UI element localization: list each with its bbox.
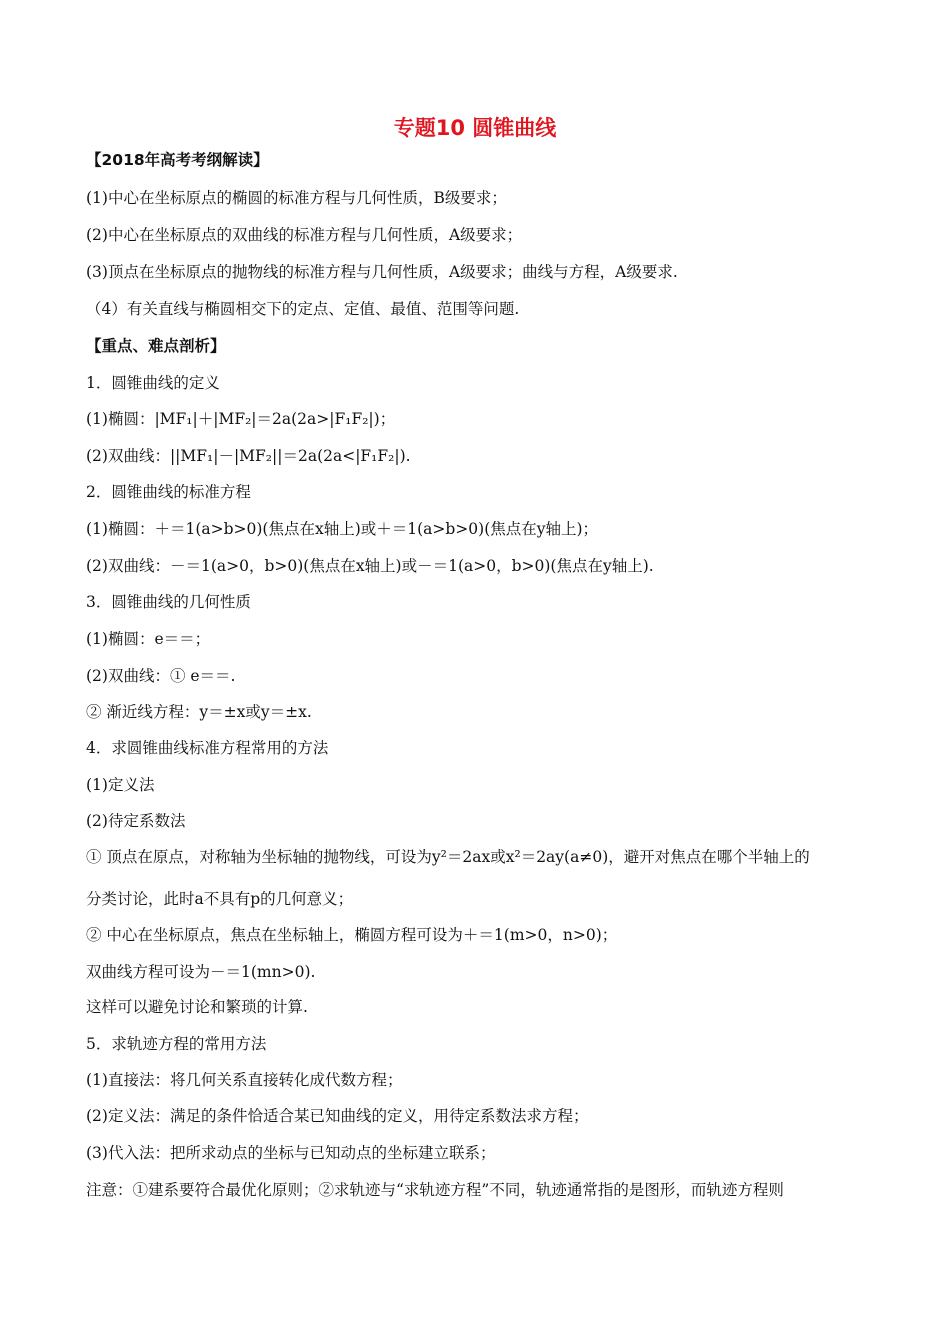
body-line: (1)中心在坐标原点的椭圆的标准方程与几何性质，B级要求； bbox=[86, 189, 507, 207]
body-line: (2)中心在坐标原点的双曲线的标准方程与几何性质，A级要求； bbox=[86, 226, 523, 244]
body-line: 1．圆锥曲线的定义 bbox=[86, 374, 220, 392]
body-line: 分类讨论，此时a不具有p的几何意义； bbox=[86, 890, 354, 908]
body-line: (2)双曲线：① e＝＝. bbox=[86, 667, 236, 685]
body-line: (2)待定系数法 bbox=[86, 812, 186, 830]
body-line: 3．圆锥曲线的几何性质 bbox=[86, 593, 251, 611]
body-line: （4）有关直线与椭圆相交下的定点、定值、最值、范围等问题. bbox=[86, 300, 520, 318]
body-line: 双曲线方程可设为－＝1(mn>0). bbox=[86, 963, 316, 981]
section-heading: 【2018年高考考纲解读】 bbox=[86, 151, 269, 169]
body-line: (2)双曲线：－＝1(a>0，b>0)(焦点在x轴上)或－＝1(a>0，b>0)(焦点在y轴上). bbox=[86, 557, 654, 575]
body-line: (2)定义法：满足的条件恰适合某已知曲线的定义，用待定系数法求方程； bbox=[86, 1107, 589, 1125]
section-heading: 【重点、难点剖析】 bbox=[86, 337, 226, 355]
body-line: (1)椭圆：|MF₁|＋|MF₂|＝2a(2a>|F₁F₂|)； bbox=[86, 410, 396, 428]
body-line: ② 中心在坐标原点，焦点在坐标轴上，椭圆方程可设为＋＝1(m>0，n>0)； bbox=[86, 926, 618, 944]
body-line: 5．求轨迹方程的常用方法 bbox=[86, 1035, 267, 1053]
body-line: 2．圆锥曲线的标准方程 bbox=[86, 483, 251, 501]
page-title: 专题10 圆锥曲线 bbox=[393, 116, 557, 140]
body-line: 这样可以避免讨论和繁琐的计算. bbox=[86, 998, 308, 1016]
body-line: ② 渐近线方程：y＝±x或y＝±x. bbox=[86, 703, 312, 721]
body-line: (1)椭圆：e＝＝； bbox=[86, 630, 211, 648]
body-line: (1)直接法：将几何关系直接转化成代数方程； bbox=[86, 1071, 403, 1089]
body-line: (3)代入法：把所求动点的坐标与已知动点的坐标建立联系； bbox=[86, 1144, 496, 1162]
body-line: 4．求圆锥曲线标准方程常用的方法 bbox=[86, 739, 329, 757]
body-line: (3)顶点在坐标原点的抛物线的标准方程与几何性质，A级要求；曲线与方程，A级要求. bbox=[86, 263, 678, 281]
body-line: (1)椭圆：＋＝1(a>b>0)(焦点在x轴上)或＋＝1(a>b>0)(焦点在y轴上)； bbox=[86, 520, 599, 538]
body-line: ① 顶点在原点，对称轴为坐标轴的抛物线，可设为y²＝2ax或x²＝2ay(a≠0)，避开对焦点在哪个半轴上的 bbox=[86, 848, 810, 866]
body-line: (1)定义法 bbox=[86, 776, 155, 794]
body-line: (2)双曲线：||MF₁|－|MF₂||＝2a(2a<|F₁F₂|). bbox=[86, 447, 411, 465]
body-line: 注意：①建系要符合最优化原则；②求轨迹与“求轨迹方程”不同，轨迹通常指的是图形，而轨迹方程则 bbox=[86, 1181, 784, 1199]
